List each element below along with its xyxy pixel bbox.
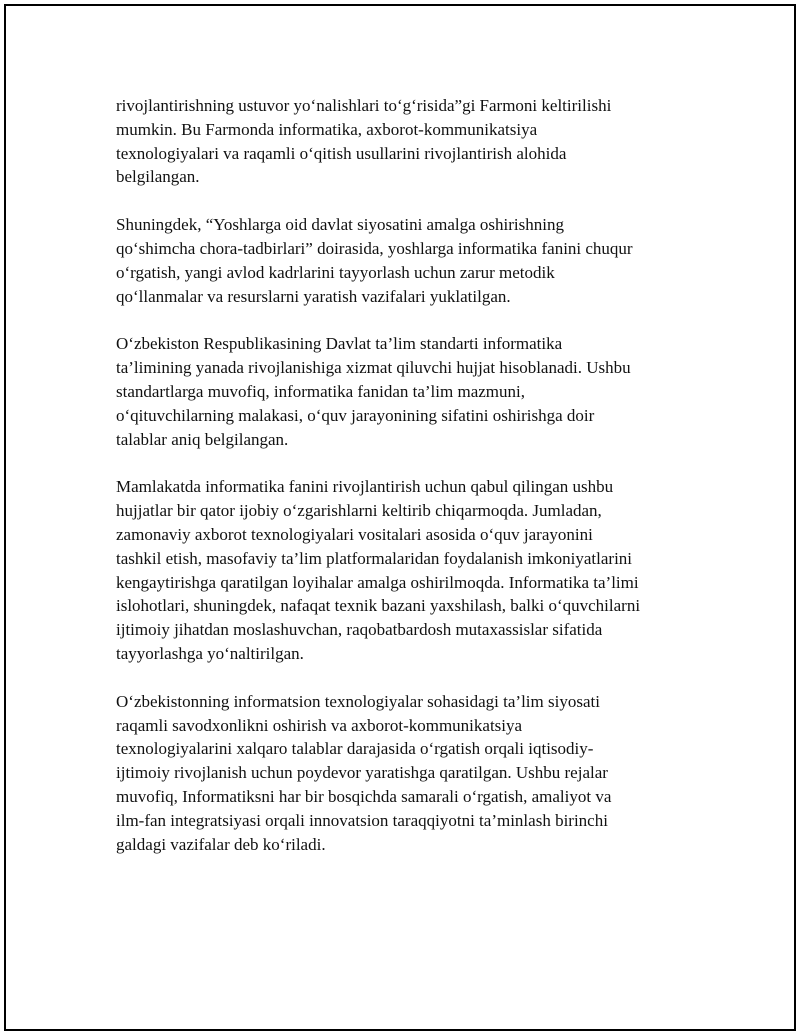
text-line: talablar aniq belgilangan.: [116, 429, 289, 449]
text-line: qo‘llanmalar va resurslarni yaratish vazifalari yuklatilgan.: [116, 286, 511, 306]
text-line: kengaytirishga qaratilgan loyihalar amalga oshirilmoqda. Informatika ta’limi: [116, 572, 639, 592]
text-line: qo‘shimcha chora-tadbirlari” doirasida, yoshlarga informatika fanini chuqur: [116, 238, 633, 258]
text-line: ijtimoiy jihatdan moslashuvchan, raqobatbardosh mutaxassislar sifatida: [116, 620, 603, 640]
text-line: O‘zbekiston Respublikasining Davlat ta’lim standarti informatika: [116, 334, 563, 354]
text-line: Mamlakatda informatika fanini rivojlantirish uchun qabul qilingan ushbu: [116, 477, 614, 497]
paragraph-4: [116, 475, 706, 665]
text-line: mumkin. Bu Farmonda informatika, axborot-kommunikatsiya: [116, 119, 538, 139]
text-line: O‘zbekistonning informatsion texnologiyalar sohasidagi ta’lim siyosati: [116, 691, 600, 711]
text-line: ta’limining yanada rivojlanishiga xizmat qiluvchi hujjat hisoblanadi. Ushbu: [116, 358, 631, 378]
text-line: raqamli savodxonlikni oshirish va axborot-kommunikatsiya: [116, 715, 523, 735]
text-line: ilm-fan integratsiyasi orqali innovatsion taraqqiyotni ta’minlash birinchi: [116, 810, 608, 830]
text-line: Shuningdek, “Yoshlarga oid davlat siyosatini amalga oshirishning: [116, 215, 564, 235]
text-line: galdagi vazifalar deb ko‘riladi.: [116, 834, 326, 854]
text-line: tashkil etish, masofaviy ta’lim platformalaridan foydalanish imkoniyatlarini: [116, 548, 633, 568]
paragraph-3: [116, 332, 706, 451]
document-body: [116, 94, 706, 880]
text-line: texnologiyalari va raqamli o‘qitish usullarini rivojlantirish alohida: [116, 143, 567, 163]
paragraph-1: [116, 94, 706, 189]
text-line: islohotlari, shuningdek, nafaqat texnik bazani yaxshilash, balki o‘quvchilarni: [116, 596, 641, 616]
text-line: muvofiq, Informatiksni har bir bosqichda samarali o‘rgatish, amaliyot va: [116, 786, 612, 806]
text-line: rivojlantirishning ustuvor yo‘nalishlari to‘g‘risida”gi Farmoni keltirilishi: [116, 96, 612, 115]
text-line: standartlarga muvofiq, informatika fanidan ta’lim mazmuni,: [116, 381, 525, 401]
text-line: o‘qituvchilarning malakasi, o‘quv jarayonining sifatini oshirishga doir: [116, 405, 595, 425]
paragraph-2: [116, 213, 706, 308]
text-line: tayyorlashga yo‘naltirilgan.: [116, 643, 304, 663]
paragraph-5: [116, 690, 706, 857]
text-line: texnologiyalarini xalqaro talablar darajasida o‘rgatish orqali iqtisodiy-: [116, 739, 594, 759]
text-line: zamonaviy axborot texnologiyalari vositalari asosida o‘quv jarayonini: [116, 524, 593, 544]
text-line: hujjatlar bir qator ijobiy o‘zgarishlarni keltirib chiqarmoqda. Jumladan,: [116, 501, 602, 521]
text-line: ijtimoiy rivojlanish uchun poydevor yaratishga qaratilgan. Ushbu rejalar: [116, 763, 608, 783]
text-line: o‘rgatish, yangi avlod kadrlarini tayyorlash uchun zarur metodik: [116, 262, 555, 282]
text-line: belgilangan.: [116, 167, 200, 187]
